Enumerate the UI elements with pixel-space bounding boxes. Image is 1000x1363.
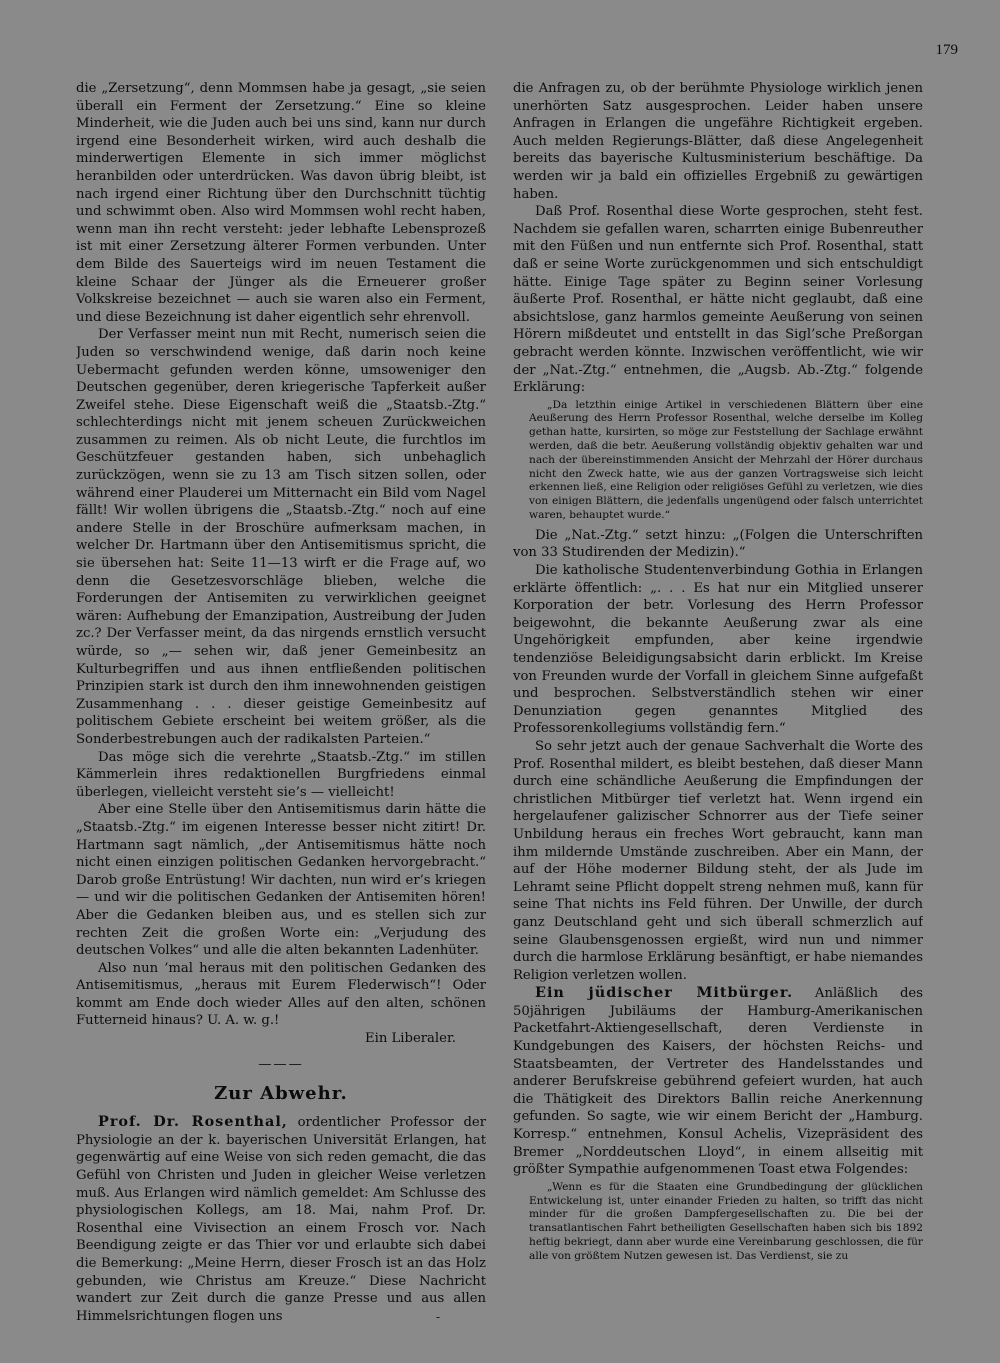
section-heading: Zur Abwehr. — [214, 1083, 348, 1105]
right-paragraph-2: Daß Prof. Rosenthal diese Worte gesprochen, steht fest. Nachdem sie gefallen waren, scharrten einige Bubenreuther mit den Füßen und nun entfernte sich Prof. Rosenthal, statt daß er seine Worte zurückgenommen und sich entschuldigt hätte. Einige Tage später zu Beginn seiner Vorlesung äußerte Prof. Rosenthal, er hätte nicht geglaubt, daß eine absichtslose, ganz harmlos gemeinte Aeußerung von seinen Hörern mißdeutet und entstellt in das Sigl’sche Preßorgan gebracht werden könnte. Inzwischen veröffentlicht, wie wir der „Nat.-Ztg.“ entnehmen, die „Augsb. Ab.-Ztg.“ folgende Erklärung: — [513, 204, 923, 396]
right-paragraph-1: die Anfragen zu, ob der berühmte Physiologe wirklich jenen unerhörten Satz ausgesprochen. Leider haben unsere Anfragen in Erlangen die ungefähre Richtigkeit ergeben. Auch melden Regierungs-Blätter, daß diese Angelegenheit bereits das bayerische Kultusministerium beschäftige. Da werden wir ja bald ein offizielles Ergebniß zu gewärtigen haben. — [513, 81, 923, 202]
left-paragraph-1: die „Zersetzung“, denn Mommsen habe ja gesagt, „sie seien überall ein Ferment der Zersetzung.“ Eine so kleine Minderheit, wie die Juden auch bei uns sind, kann nur durch irgend eine Besonderheit wirken, wird auch deshalb die minderwertigen Elemente in sich immer möglichst heranbilden oder unterdrücken. Was davon übrig bleibt, ist nach irgend einer Richtung über den Durchschnitt tüchtig und schwimmt oben. Also wird Mommsen wohl recht haben, wenn man ihn recht versteht: jeder lebhafte Lebensprozeß ist mit einer Zersetzung älterer Formen verbunden. Unter dem Bilde des Sauerteigs wird im neuen Testament die kleine Schaar der Jünger als die Erneuerer großer Volkskreise bezeichnet — auch sie waren also ein Ferment, und diese Bezeichnung ist daher eigentlich sehr ehrenvoll. — [76, 81, 486, 325]
left-paragraph-4: Aber eine Stelle über den Antisemitismus darin hätte die „Staatsb.-Ztg.“ im eigenen Interesse besser nicht zitirt! Dr. Hartmann sagt nämlich, „der Antisemitismus hätte noch nicht einen einzigen politischen Gedanken hervorgebracht.“ Darob große Entrüstung! Wir dachten, nun wird er’s kriegen — und wir die politischen Gedanken der Antisemiten hören! Aber die Gedanken bleiben aus, und es stellen sich zur rechten Zeit die großen Worte ein: „Verjudung des deutschen Volkes“ und alle die alten bekannten Ladenhüter. — [76, 802, 486, 959]
signature: Ein Liberaler. — [365, 1031, 456, 1047]
left-paragraph-3: Das möge sich die verehrte „Staatsb.-Ztg.“ im stillen Kämmerlein ihres redaktionellen Burgfriedens einmal überlegen, vielleicht versteht sie’s — vielleicht! — [76, 749, 486, 800]
paragraph-lead-rosenthal: Prof. Dr. Rosenthal, — [98, 1113, 288, 1131]
left-paragraph-2: Der Verfasser meint nun mit Recht, numerisch seien die Juden so verschwindend wenige, daß darin noch keine Uebermacht gefunden werden könne, umsoweniger den Deutschen gegenüber, deren kriegerische Tapferkeit außer Zweifel stehe. Diese Eigenschaft weiß die „Staatsb.-Ztg.“ schlechterdings nicht mit jenem scheuen Zurückweichen zusammen zu reimen. Als ob nicht Leute, die furchtlos im Geschützfeuer gestanden haben, sich unbehaglich zurückzögen, wenn sie zu 13 am Tisch sitzen sollen, oder während einer Plauderei um Mitternacht ein Bild vom Nagel fällt! Wir wollen übrigens die „Staatsb.-Ztg.“ noch auf eine andere Stelle in der Broschüre aufmerksam machen, in welcher Dr. Hartmann über den Antisemitismus spricht, die sie übersehen hat: Seite 11—13 wirft er die Frage auf, wo denn die Gesetzesvorschläge blieben, welche die Forderungen der Antisemiten zu verwirklichen geeignet wären: Aufhebung der Emanzipation, Austreibung der Juden zc.? Der Verfasser meint, da das nirgends ernstlich versucht würde, so „— sehen wir, daß jener Gemeinbesitz an Kulturbegriffen und aus ihnen entfließenden politischen Prinzipien stark ist durch den ihm innewohnenden geistigen Zusammenhang . . . dieser geistige Gemeinbesitz auf politischem Gebiete erscheint bei weitem größer, als die Sonderbestrebungen auch der radikalsten Parteien.“ — [76, 327, 486, 747]
right-paragraph-5: So sehr jetzt auch der genaue Sachverhalt die Worte des Prof. Rosenthal mildert, es bleibt bestehen, daß dieser Mann durch eine schändliche Aeußerung die Empfindungen der christlichen Mitbürger tief verletzt hat. Wenn irgend ein hergelaufener galizischer Schnorrer aus der Tiefe seiner Unbildung heraus ein freches Wort gebraucht, kann man ihm mildernde Umstände zuschreiben. Aber ein Mann, der auf der Höhe moderner Bildung steht, der als Jude im Lehramt seine Pflicht doppelt streng nehmen muß, kann für seine That nichts ins Feld führen. Der Unwille, der durch ganz Deutschland geht und sich überall schmerzlich auf seine Glaubensgenossen ergießt, wird nun und nimmer durch die harmlose Erklärung besänftigt, er habe niemandes Religion verletzen wollen. — [513, 738, 923, 983]
left-paragraph-6 — [76, 1113, 486, 1325]
block-quote-toast: „Wenn es für die Staaten eine Grundbedingung der glücklichen Entwickelung ist, unter einander Frieden zu halten, so trifft das nicht minder für die großen Dampfergesellschaften zu. Die bei der transatlantischen Fahrt betheiligten Gesellschaften haben sich bis 1892 heftig bekriegt, dann aber wurde eine Vereinbarung geschlossen, die für alle von größtem Nutzen gewesen ist. Das Verdienst, sie zu — [529, 1180, 923, 1262]
right-paragraph-6 — [513, 984, 923, 1179]
right-paragraph-4: Die katholische Studentenverbindung Gothia in Erlangen erklärte öffentlich: „. . . Es hat nur ein Mitglied unserer Korporation der betr. Vorlesung des Herrn Professor beigewohnt, die bekannte Aeußerung zwar als eine Ungehörigkeit empfunden, aber keine irgendwie tendenziöse Beleidigungsabsicht darin erblickt. Im Kreise von Freunden wurde der Vorfall in gleichem Sinne aufgefaßt und besprochen. Selbstverständlich stehen wir einer Denunziation gegen genanntes Mitglied des Professorenkollegiums vollständig fern.“ — [513, 563, 923, 737]
right-paragraph-3: Die „Nat.-Ztg.“ setzt hinzu: „(Folgen die Unterschriften von 33 Studirenden der Medizin).“ — [513, 527, 923, 561]
page-number: 179 — [935, 42, 958, 58]
block-quote-erklaerung: „Da letzthin einige Artikel in verschiedenen Blättern über eine Aeußerung des Herrn Professor Rosenthal, welche derselbe im Kolleg gethan hatte, kursirten, so möge zur Feststellung der Sachlage erwähnt werden, daß die betr. Aeußerung vollständig objektiv gehalten war und nach der übereinstimmenden Ansicht der Mehrzahl der Hörer durchaus nicht den Zweck hatte, wie aus der ganzen Vortragsweise sich leicht erkennen ließ, eine Religion oder religiöses Gefühl zu verletzen, wie dies von einigen Blättern, die jedenfalls ungenügend oder falsch unterrichtet waren, behauptet wurde.“ — [529, 398, 923, 522]
paragraph-lead-mitbuerger: Ein jüdischer Mitbürger. — [535, 984, 794, 1002]
right-column — [513, 80, 923, 1268]
left-column — [76, 80, 486, 1325]
bottom-mark: - — [436, 1310, 441, 1324]
paragraph-body-rosenthal: ordentlicher Professor der Physiologie an der k. bayerischen Universität Erlangen, hat gegenwärtig auf eine Weise von sich reden gemacht, die das Gefühl von Christen und Juden in gleicher Weise verletzen muß. Aus Erlangen wird nämlich gemeldet: Am Schlusse des physiologischen Kollegs, am 18. Mai, nahm Prof. Dr. Rosenthal eine Vivisection an einem Frosch vor. Nach Beendigung zeigte er das Thier vor und erlaubte sich dabei die Bemerkung: „Meine Herrn, dieser Frosch ist an das Holz gebunden, wie Christus am Kreuze.“ Diese Nachricht wandert zur Zeit durch die ganze Presse und aus allen Himmelsrichtungen flogen uns — [76, 1115, 486, 1324]
paragraph-body-mitbuerger: Anläßlich des 50jährigen Jubiläums der Hamburg-Amerikanischen Packetfahrt-Aktiengesellschaft, deren Verdienste in Kundgebungen des Kaisers, der höchsten Reichs- und Staatsbeamten, der Vertreter des Handelsstandes und anderer Berufskreise gebührend gefeiert wurden, hat auch die Thätigkeit des Direktors Ballin reiche Anerkennung gefunden. So sagte, wie wir einem Bericht der „Hamburg. Korresp.“ entnehmen, Konsul Achelis, Vizepräsident des Bremer „Norddeutschen Lloyd“, in einem allseitig mit größter Sympathie aufgenommenen Toast etwa Folgendes: — [513, 986, 923, 1178]
left-paragraph-5: Also nun ’mal heraus mit den politischen Gedanken des Antisemitismus, „heraus mit Eurem Flederwisch“! Oder kommt am Ende doch wieder Alles auf den alten, schönen Futterneid hinaus? U. A. w. g.! — [76, 960, 486, 1029]
divider: ——— — [258, 1056, 304, 1072]
